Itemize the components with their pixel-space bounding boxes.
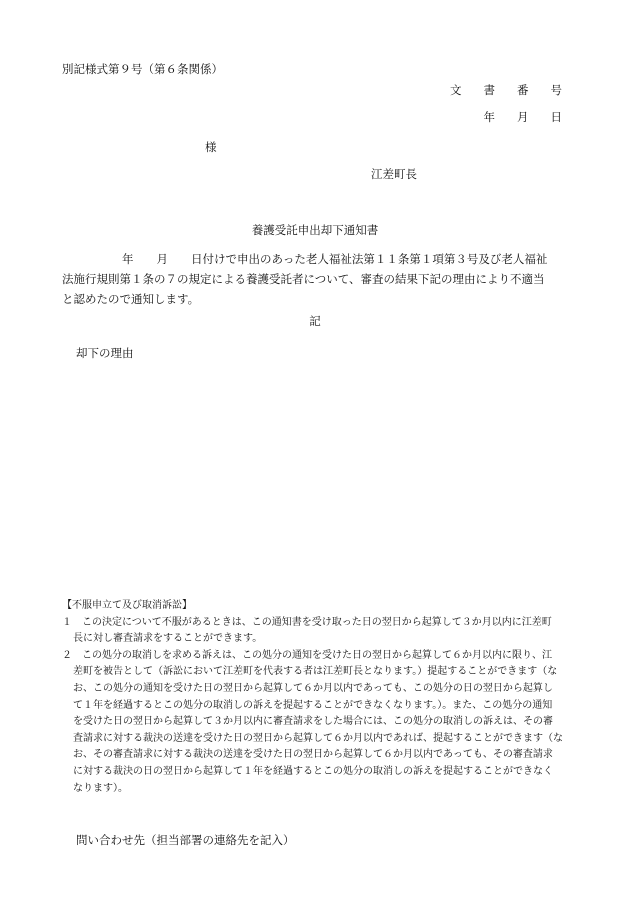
appeal-notice — [62, 598, 572, 797]
notice-item-2-line: 査請求に対する裁決の送達を受けた日の翌日から起算して６か月以内であれば、提起することができます（な — [73, 732, 563, 744]
date-year: 年 — [483, 110, 495, 124]
body-line: 年 月 日付けで申出のあった老人福祉法第１１条第１項第３号及び老人福祉 — [122, 252, 548, 266]
sender: 江差町長 — [371, 167, 417, 181]
notice-item-2-line: お、その審査請求に対する裁決の送達を受けた日の翌日から起算して６か月以内であっても、その審査請求 — [73, 749, 553, 761]
date-month: 月 — [517, 110, 529, 124]
form-label: 別記様式第９号（第６条関係） — [62, 62, 223, 76]
notice-item-2-line: お、この処分の通知を受けた日の翌日から起算して６か月以内であっても、この処分の日の翌日から起算し — [73, 682, 553, 694]
notice-item-2-line: て１年を経過するとこの処分の取消しの訴えを提起することができなくなります。）。また、この処分の通知 — [73, 699, 553, 711]
doc-number-char: 番 — [517, 83, 529, 97]
notice-item-1-line: 長に対し審査請求をすることができます。 — [73, 633, 263, 645]
notice-heading: 【不服申立て及び取消訴訟】 — [62, 600, 192, 611]
body-line: と認めたので通知します。 — [62, 292, 200, 306]
ki-marker: 記 — [309, 314, 321, 328]
notice-item-2-line: なります）。 — [73, 782, 128, 794]
doc-number-char: 号 — [550, 83, 562, 97]
notice-item-2-line: に対する裁決の日の翌日から起算して１年を経過するとこの処分の取消しの訴えを提起することができなく — [73, 765, 553, 777]
doc-number-char: 書 — [483, 83, 495, 97]
notice-item-2-line: を受けた日の翌日から起算して３か月以内に審査請求をした場合には、この処分の取消しの訴えは、その審 — [73, 716, 553, 728]
notice-item-2-line: ２ この処分の取消しを求める訴えは、この処分の通知を受けた日の翌日から起算して６か月以内に限り、江 — [62, 649, 552, 661]
body-paragraph — [62, 249, 570, 309]
notice-item-2-line: 差町を被告として（訴訟において江差町を代表する者は江差町長となります。）提起することができます（な — [73, 666, 558, 678]
contact-label: 問い合わせ先（担当部署の連絡先を記入） — [76, 833, 295, 847]
notice-item-1-line: １ この決定について不服があるときは、この通知書を受け取った日の翌日から起算して３か月以内に江差町 — [62, 616, 552, 628]
reason-label: 却下の理由 — [76, 346, 134, 360]
document-number-label — [450, 82, 562, 98]
date-day: 日 — [550, 110, 562, 124]
body-line: 法施行規則第１条の７の規定による養護受託者について、審査の結果下記の理由により不適当 — [62, 272, 545, 286]
doc-number-char: 文 — [450, 83, 462, 97]
addressee: 様 — [205, 140, 217, 154]
date-label — [484, 109, 563, 125]
document-title: 養護受託申出却下通知書 — [251, 223, 379, 237]
